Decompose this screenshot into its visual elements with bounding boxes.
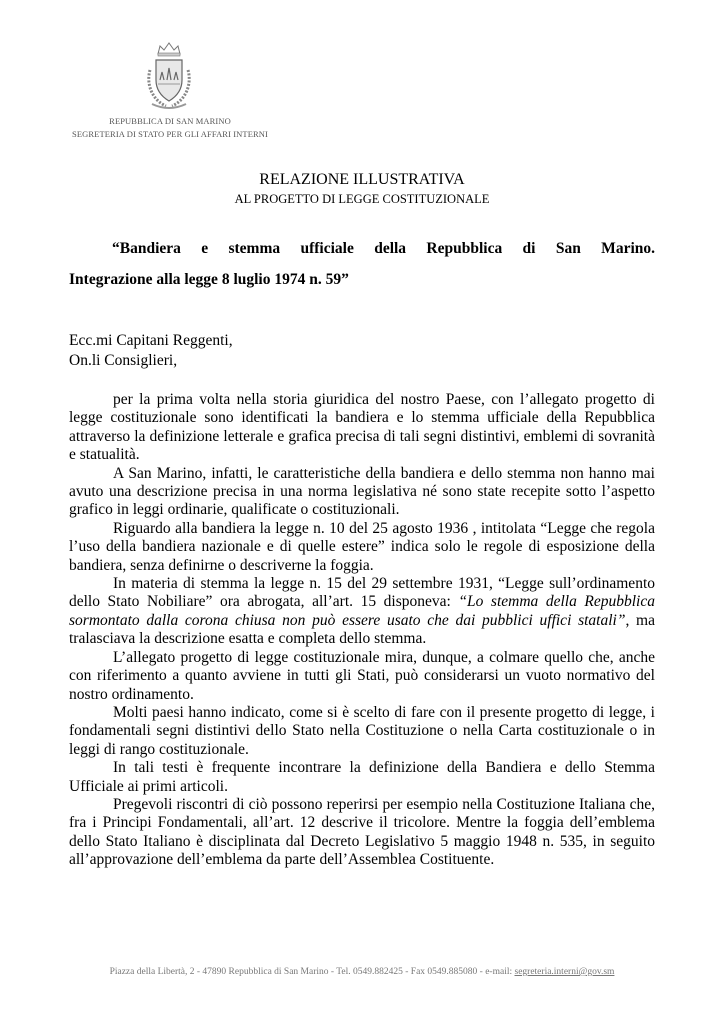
paragraph: Riguardo alla bandiera la legge n. 10 del 25 agosto 1936 , intitolata “Legge che regola l’uso della bandiera nazionale e di quelle estere” indica solo le regole di esposizione della bandiera, senza definirne o descriverne la foggia. <box>69 519 655 574</box>
paragraph: Pregevoli riscontri di ciò possono reperirsi per esempio nella Costituzione Italiana che, fra i Principi Fondamentali, all’art. 12 descrive il tricolore. Mentre la foggia dell’emblema dello Stato Italiano è disciplinata dal Decreto Legislativo 5 maggio 1948 n. 535, in seguito all’approvazione dell’emblema da parte dell’Assemblea Costituente. <box>69 795 655 869</box>
paragraph-quote: “Lo stemma della Repubblica sormontato dalla corona chiusa non può essere usato che dai pubblici uffici statali” <box>69 593 655 629</box>
report-body <box>69 391 655 870</box>
bill-title-line-1: “Bandiera e stemma ufficiale della Repubblica di San Marino. <box>112 240 655 257</box>
salutation-regents: Ecc.mi Capitani Reggenti, <box>69 332 233 349</box>
paragraph: In tali testi è frequente incontrare la definizione della Bandiera e dello Stemma Ufficiale ai primi articoli. <box>69 759 655 795</box>
letterhead-republic: REPUBBLICA DI SAN MARINO <box>109 116 231 126</box>
letterhead-secretariat: SEGRETERIA DI STATO PER GLI AFFARI INTERNI <box>72 129 268 139</box>
paragraph: per la prima volta nella storia giuridica del nostro Paese, con l’allegato progetto di legge costituzionale sono identificati la bandiera e lo stemma ufficiale della Repubblica attraverso la definizione letterale e grafica precisa di tali segni distintivi, emblemi di sovranità e statualità. <box>69 391 655 464</box>
paragraph: Molti paesi hanno indicato, come si è scelto di fare con il presente progetto di legge, i fondamentali segni distintivi dello Stato nella Costituzione o nella Carta costituzionale o in leggi di rango costituzionale. <box>69 703 655 758</box>
bill-title-line-2: Integrazione alla legge 8 luglio 1974 n. 59” <box>69 271 349 288</box>
footer-address: Piazza della Libertà, 2 - 47890 Repubblica di San Marino - Tel. 0549.882425 - Fax 0549.885080 - e-mail: <box>109 967 515 977</box>
paragraph-text: In materia di stemma la legge n. 15 del 29 settembre 1931, “Legge sull’ordinamento dello Stato Nobiliare” ora abrogata, all’art. 15 disponeva: <box>69 575 655 611</box>
paragraph <box>69 575 655 649</box>
bill-title <box>69 233 655 295</box>
document-title: RELAZIONE ILLUSTRATIVA <box>259 171 465 188</box>
paragraph-text: , ma tralasciava la descrizione esatta e completa dello stemma. <box>69 611 655 648</box>
salutation <box>69 331 233 371</box>
paragraph: A San Marino, infatti, le caratteristiche della bandiera e dello stemma non hanno mai avuto una descrizione precisa in una norma legislativa né sono state recepite sotto l’aspetto grafico in leggi ordinarie, qualificate o costituzionali. <box>69 464 655 519</box>
salutation-councillors: On.li Consiglieri, <box>69 352 178 369</box>
paragraph: L’allegato progetto di legge costituzionale mira, dunque, a colmare quello che, anche con riferimento a quanto avviene in tutti gli Stati, può considerarsi un vuoto normativo del nostro ordinamento. <box>69 648 655 703</box>
document-subtitle: AL PROGETTO DI LEGGE COSTITUZIONALE <box>234 192 490 206</box>
footer <box>0 967 724 977</box>
coat-of-arms-icon <box>138 40 200 112</box>
footer-email-link[interactable]: segreteria.interni@gov.sm <box>514 967 615 977</box>
